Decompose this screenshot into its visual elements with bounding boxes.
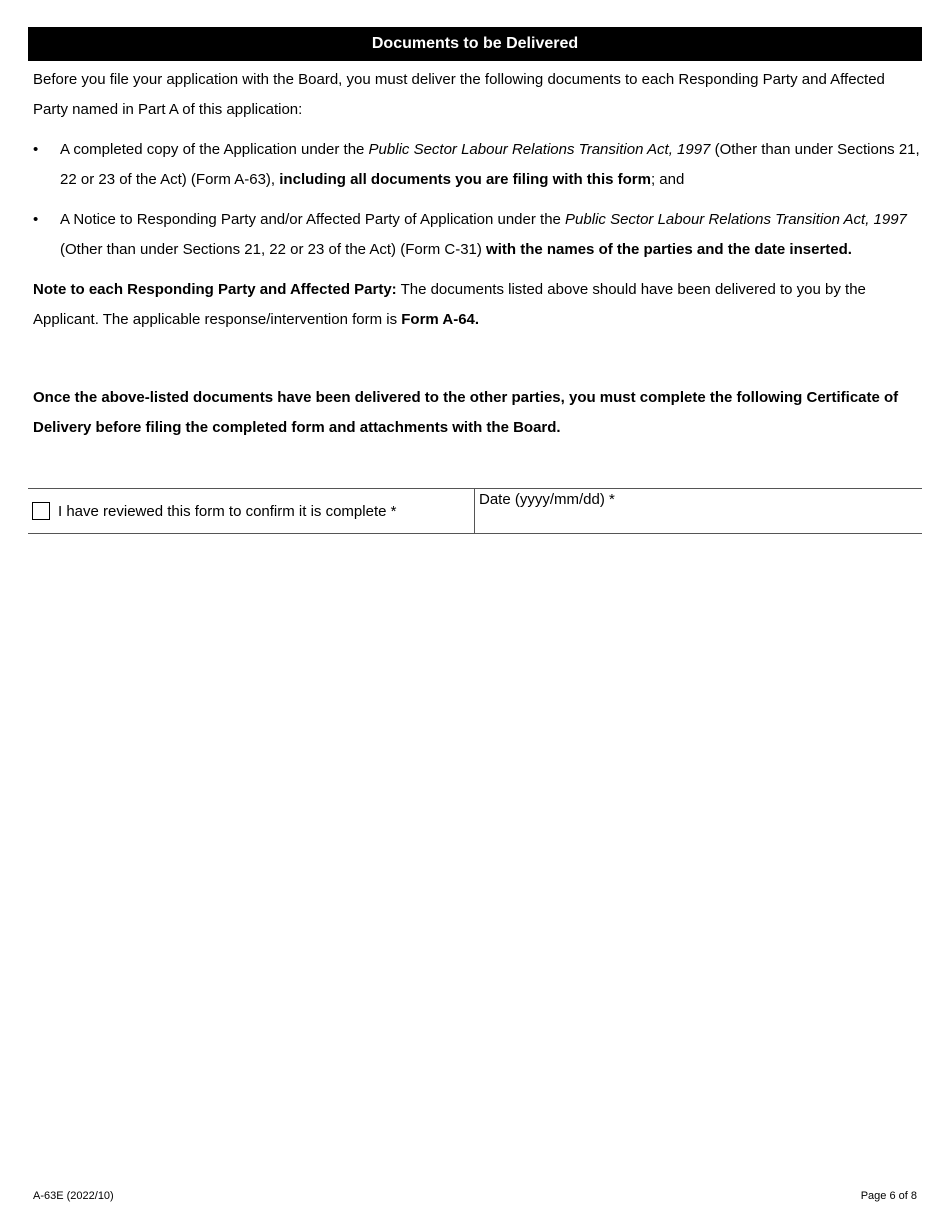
bullet-prefix: A completed copy of the Application under the (60, 141, 369, 158)
bullet-marker: • (33, 141, 39, 158)
section-title: Documents to be Delivered (371, 35, 579, 52)
bullet-middle: (Other than under Sections 21, 22 or 23 of the Act) (Form C-31) (60, 241, 487, 258)
act-title: Public Sector Labour Relations Transition Act, 1997 (565, 211, 907, 228)
bullet-text (60, 135, 923, 195)
bullet-text (60, 205, 923, 265)
bullet-prefix: A Notice to Responding Party and/or Affected Party of Application under the (60, 211, 566, 228)
bullet-marker: • (33, 211, 39, 228)
act-title: Public Sector Labour Relations Transition Act, 1997 (368, 141, 711, 158)
form-code: A-63E (2022/10) (33, 1190, 114, 1202)
bullet-item-application-copy (33, 135, 923, 195)
bullet-emphasis: with the names of the parties and the date inserted. (486, 241, 852, 258)
note-paragraph (33, 275, 923, 335)
date-input[interactable] (479, 509, 913, 531)
date-cell (475, 489, 922, 533)
review-cell (28, 489, 475, 533)
bullet-suffix: ; and (650, 171, 685, 188)
certificate-row (28, 488, 922, 534)
section-header (28, 27, 922, 61)
note-text: The documents listed above should have been delivered to you by the Applicant. The applicable response/intervention form is (33, 281, 866, 328)
review-label: I have reviewed this form to confirm it is complete * (58, 502, 397, 520)
bullet-middle: (Other than under Sections 21, 22 or 23 of the Act) (Form A-63), (60, 141, 920, 188)
bullet-emphasis: including all documents you are filing with this form (279, 171, 651, 188)
note-form: Form A-64. (401, 311, 480, 328)
note-label: Note to each Responding Party and Affected Party: (33, 281, 397, 298)
date-label: Date (yyyy/mm/dd) * (479, 491, 615, 508)
review-checkbox[interactable] (32, 502, 50, 520)
intro-paragraph: Before you file your application with the Board, you must deliver the following documents to each Responding Party and Affected Party named in Part A of this application: (33, 71, 885, 118)
page-number: Page 6 of 8 (860, 1190, 917, 1202)
instruction-paragraph: Once the above-listed documents have been delivered to the other parties, you must complete the following Certificate of Delivery before filing the completed form and attachments with the Board. (33, 389, 899, 436)
bullet-item-notice (33, 205, 923, 265)
